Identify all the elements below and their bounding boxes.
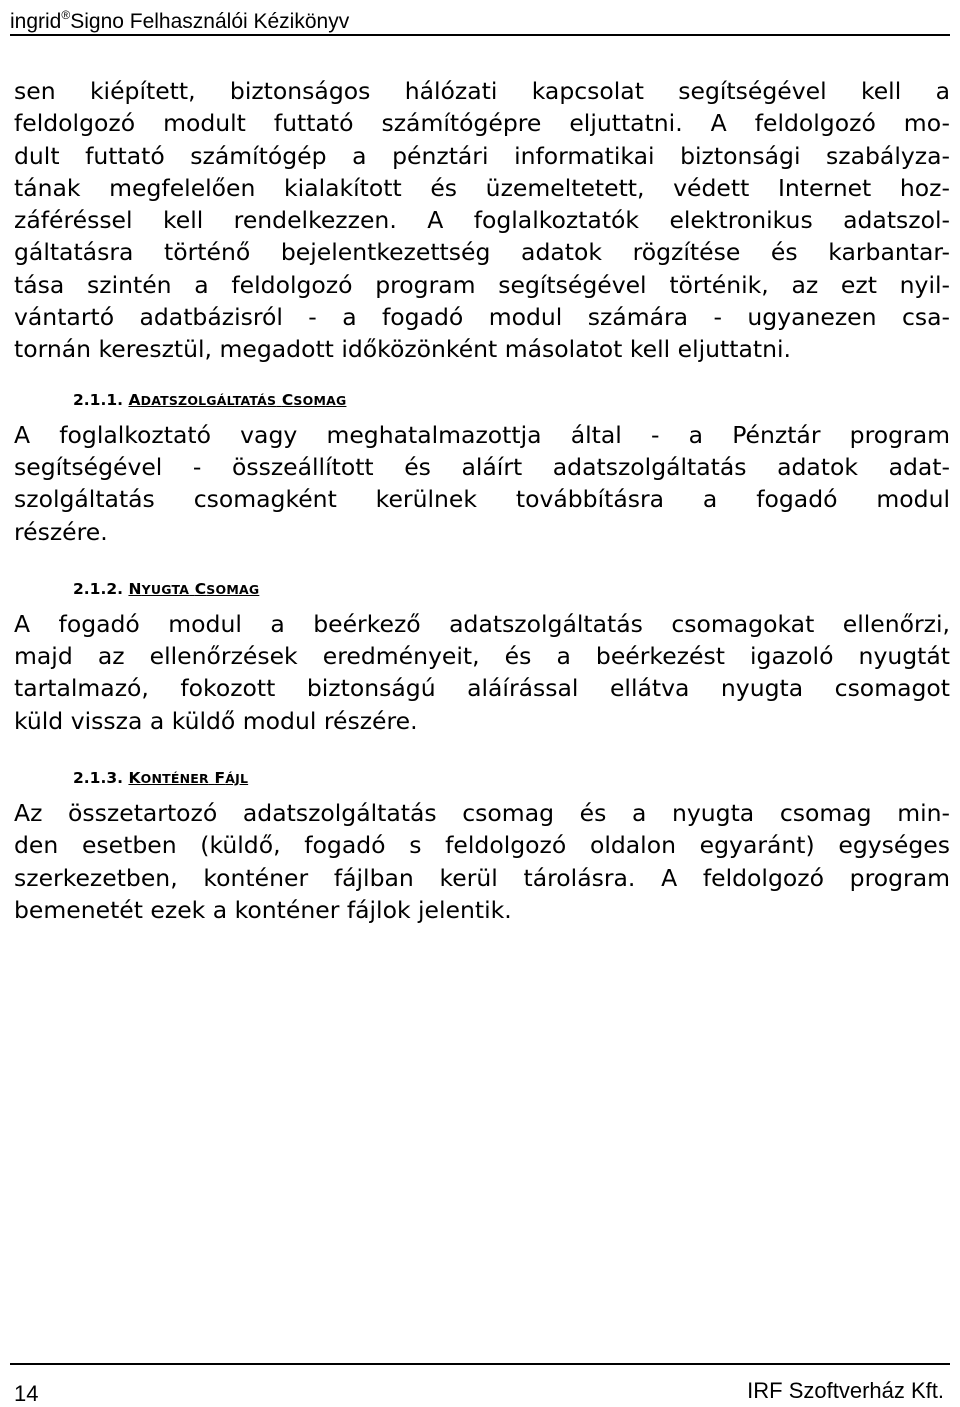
section-title: ADATSZOLGÁLTATÁS CSOMAG — [128, 390, 347, 409]
section-title: NYUGTA CSOMAG — [128, 579, 260, 598]
page-header — [10, 0, 950, 36]
paragraph-line: segítségével - összeállított és aláírt adatszolgáltatás adatok adat- — [14, 452, 950, 481]
paragraph-line: dult futtató számítógép a pénztári informatikai biztonsági szabályza- — [14, 141, 950, 170]
page-number: 14 — [14, 1381, 39, 1406]
paragraph-line: den esetben (küldő, fogadó s feldolgozó oldalon egyaránt) egységes — [14, 831, 950, 860]
paragraph-line: A foglalkoztató vagy meghatalmazottja által - a Pénztár program — [14, 420, 950, 449]
section-number: 2.1.2. — [73, 579, 124, 598]
section-heading — [73, 768, 950, 789]
paragraph-line: sen kiépített, biztonságos hálózati kapcsolat segítségével kell a — [14, 77, 950, 105]
paragraph-line: tartalmazó, fokozott biztonságú aláírással ellátva nyugta csomagot — [14, 674, 950, 703]
paragraph-line: majd az ellenőrzések eredményeit, és a beérkezést igazoló nyugtát — [14, 642, 950, 671]
company-name: IRF Szoftverház Kft. — [747, 1378, 944, 1403]
section-paragraph — [14, 419, 950, 548]
header-title: Signo Felhasználói Kézikönyv — [70, 10, 350, 33]
paragraph-line: szolgáltatás csomagként kerülnek továbbításra a fogadó modul — [14, 485, 950, 514]
page-footer — [10, 1363, 950, 1407]
page-content — [14, 75, 950, 926]
paragraph-line: záféréssel kell rendelkezzen. A foglalkoztatók elektronikus adatszol- — [14, 206, 950, 235]
section-title: KONTÉNER FÁJL — [128, 769, 249, 788]
paragraph-line: gáltatásra történő bejelentkezettség adatok rögzítése és karbantar- — [14, 238, 950, 267]
paragraph-line: vántartó adatbázisról - a fogadó modul számára - ugyanezen csa- — [14, 303, 950, 332]
paragraph-line: részére. — [14, 517, 108, 546]
paragraph-line: feldolgozó modult futtató számítógépre eljuttatni. A feldolgozó mo- — [14, 109, 950, 138]
intro-paragraph — [14, 75, 950, 366]
paragraph-line: küld vissza a küldő modul részére. — [14, 706, 418, 735]
paragraph-line: szerkezetben, konténer fájlban kerül tárolásra. A feldolgozó program — [14, 863, 950, 892]
paragraph-line: A fogadó modul a beérkező adatszolgáltatás csomagokat ellenőrzi, — [14, 609, 950, 638]
section-heading — [73, 579, 950, 600]
paragraph-line: tása szintén a feldolgozó program segítségével történik, az ezt nyil- — [14, 270, 950, 299]
registered-mark: ® — [61, 8, 71, 22]
section-paragraph — [14, 608, 950, 737]
paragraph-line: bemenetét ezek a konténer fájlok jelentik. — [14, 895, 512, 924]
section-number: 2.1.1. — [73, 390, 124, 409]
paragraph-line: tornán keresztül, megadott időközönként másolatot kell eljuttatni. — [14, 335, 791, 364]
paragraph-line: Az összetartozó adatszolgáltatás csomag és a nyugta csomag min- — [14, 799, 950, 828]
paragraph-line: tának megfelelően kialakított és üzemeltetett, védett Internet hoz- — [14, 173, 950, 202]
section-number: 2.1.3. — [73, 769, 124, 788]
header-brand: ingrid — [10, 10, 62, 33]
section-paragraph — [14, 797, 950, 926]
section-heading — [73, 390, 950, 411]
